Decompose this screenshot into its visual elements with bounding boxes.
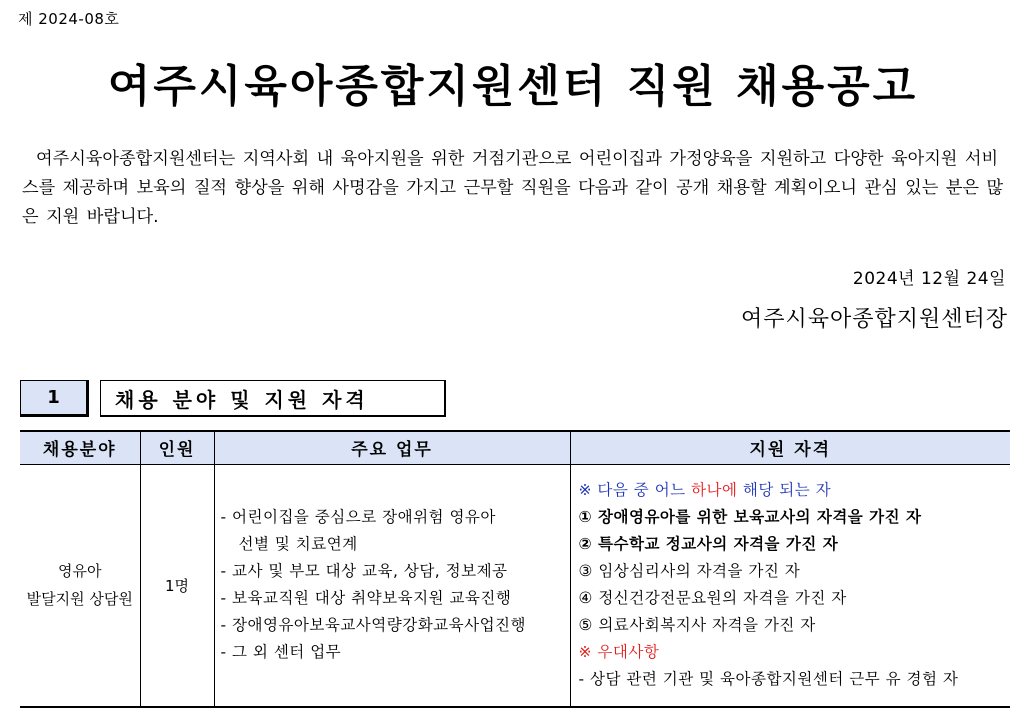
qualifications-cell: [570, 464, 1010, 707]
duty-item: 선별 및 치료연계: [238, 535, 358, 554]
note-highlight: 하나에: [691, 481, 738, 500]
header-qualifications: 지원 자격: [570, 431, 1010, 464]
duty-item: - 그 외 센터 업무: [220, 643, 342, 662]
qualification-item: ⑤ 의료사회복지사 자격을 가진 자: [578, 616, 816, 635]
section-title: 채용 분야 및 지원 자격: [100, 380, 446, 417]
field-line: 영유아: [58, 562, 102, 581]
header-duties: 주요 업무: [214, 431, 570, 464]
document-number: 제 2024-08호: [18, 10, 120, 28]
intro-text: 여주시육아종합지원센터는 지역사회 내 육아지원을 위한 거점기관으로 어린이집과 가정양육을 지원하고 다양한 육아지원 서비스를 제공하며 보육의 질적 향상을 위해 사명감을 가지고 근무할 직원을 다음과 같이 공개 채용할 계획이오니 관심 있는 분은 많은 지원 바랍니다.: [22, 149, 1004, 227]
announcement-date: 2024년 12월 24일: [852, 269, 1006, 289]
duty-item: - 어린이집을 중심으로 장애위험 영유아: [220, 508, 496, 527]
qualification-item: ① 장애영유아를 위한 보육교사의 자격을 가진 자: [578, 508, 922, 527]
qualification-item: ④ 정신건강전문요원의 자격을 가진 자: [578, 589, 847, 608]
page-title: 여주시육아종합지원센터 직원 채용공고: [107, 61, 919, 112]
qualification-note: [579, 477, 1011, 504]
field-line: 발달지원 상담원: [26, 590, 133, 609]
field-cell: [20, 464, 140, 707]
header-field: 채용분야: [20, 431, 140, 464]
intro-paragraph: [22, 145, 1012, 232]
qualification-item: ③ 임상심리사의 자격을 가진 자: [578, 562, 801, 581]
preference-item: - 상담 관련 기관 및 육아종합지원센터 근무 유 경험 자: [578, 670, 959, 689]
table-header-row: [20, 431, 1010, 464]
header-count: 인원: [140, 431, 214, 464]
note-suffix: 해당 되는 자: [737, 481, 832, 500]
qualification-item: ② 특수학교 정교사의 자격을 가진 자: [578, 535, 839, 554]
recruitment-table: [20, 430, 1010, 708]
duty-item: - 보육교직원 대상 취약보육지원 교육진행: [220, 589, 512, 608]
note-prefix: ※ 다음 중 어느: [578, 481, 692, 500]
section-number: 1: [20, 380, 89, 417]
preference-title: ※ 우대사항: [578, 643, 660, 662]
duty-item: - 장애영유아보육교사역량강화교육사업진행: [220, 616, 527, 635]
duties-cell: [214, 464, 570, 707]
table-row: [20, 464, 1010, 707]
count-cell: 1명: [140, 464, 214, 707]
signer-name: 여주시육아종합지원센터장: [740, 307, 1008, 332]
duty-item: - 교사 및 부모 대상 교육, 상담, 정보제공: [220, 562, 508, 581]
